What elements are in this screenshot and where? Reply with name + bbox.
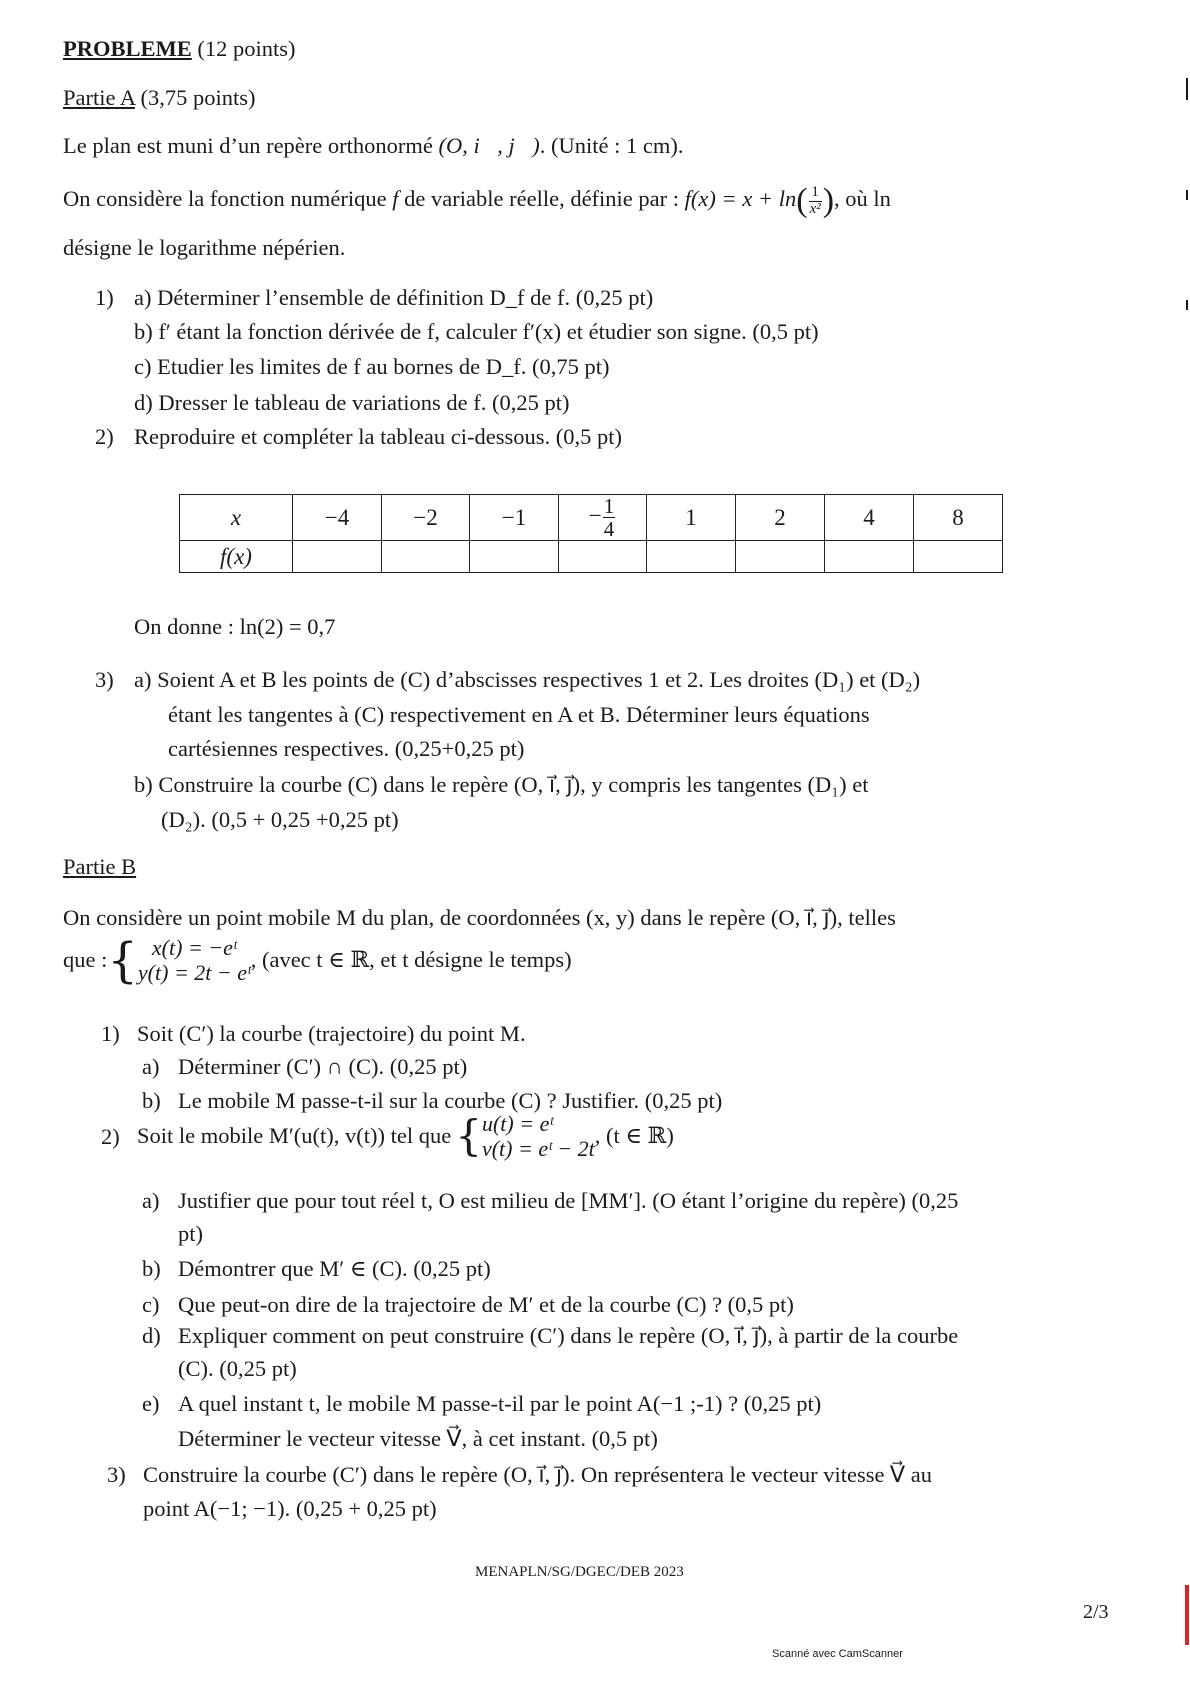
values-table (179, 494, 1003, 573)
question-3a-line1: a) Soient A et B les points de (C) d’abscisses respectives 1 et 2. Les droites (D₁) et (D₂) (134, 667, 921, 692)
b-question-1b-letter: b) (142, 1088, 161, 1113)
part-a-line2: On considère la fonction numérique f de variable réelle, définie par : f(x) = x + ln( $\frac{1}{\text{x²}}$ ), où ln (63, 182, 891, 219)
problem-points: (12 points) (197, 36, 296, 61)
b-question-2-number: 2) (101, 1124, 120, 1149)
question-3b-line1: b) Construire la courbe (C) dans le repère (O, i⃗, j⃗), y compris les tangentes (D₁) et (134, 772, 869, 797)
system-brace: { (107, 932, 138, 989)
part-b-system (63, 932, 572, 989)
b-question-3-number: 3) (107, 1462, 126, 1487)
part-a-points: (3,75 points) (140, 85, 256, 110)
equation-y: y(t) = 2t − eᵗ (137, 960, 251, 986)
question-1c: c) Etudier les limites de f au bornes de D_f. (0,75 pt) (134, 354, 610, 379)
part-a-line3: désigne le logarithme népérien. (63, 235, 346, 260)
system-tail: , (avec t ∈ ℝ, et t désigne le temps) (250, 947, 572, 973)
part-b-title: Partie B (63, 854, 137, 879)
system-brace: { (455, 1111, 482, 1161)
system-equations (138, 935, 251, 986)
question-1d: d) Dresser le tableau de variations de f. (0,25 pt) (134, 390, 570, 415)
table-cell-empty (470, 541, 559, 573)
b-question-2-line (137, 1111, 674, 1162)
table-cell: −2 (382, 495, 470, 541)
que-label: que : (63, 947, 108, 973)
question-3a-line2: étant les tangentes à (C) respectivement en A et B. Déterminer leurs équations (168, 702, 870, 727)
question-3-number: 3) (95, 667, 114, 692)
b-question-2d-line2: (C). (0,25 pt) (178, 1356, 297, 1381)
table-cell-empty (736, 541, 825, 573)
given-value: On donne : ln(2) = 0,7 (134, 614, 336, 639)
line2-text: On considère la fonction numérique (63, 186, 393, 212)
part-a-heading (63, 83, 256, 113)
b-question-2b-text: Démontrer que M′ ∈ (C). (0,25 pt) (178, 1256, 491, 1281)
b-question-2a-letter: a) (142, 1188, 160, 1213)
table-cell: 2 (736, 495, 825, 541)
b-question-2c-text: Que peut-on dire de la trajectoire de M′ et de la courbe (C) ? (0,5 pt) (178, 1292, 794, 1317)
equation-v: v(t) = eᵗ − 2t (481, 1136, 595, 1162)
scanner-watermark: Scanné avec CamScanner (772, 1648, 903, 1660)
table-row (180, 495, 1003, 541)
question-2-number: 2) (95, 424, 114, 449)
quarter-num: 1 (603, 494, 615, 518)
footer-code: MENAPLN/SG/DGEC/DEB 2023 (475, 1564, 684, 1580)
table-cell: 1 (647, 495, 736, 541)
b-question-1-number: 1) (101, 1021, 120, 1046)
table-cell: −1 (470, 495, 559, 541)
neg-sign: − (588, 502, 602, 528)
b-question-2b-letter: b) (142, 1256, 161, 1281)
b-question-1-text: Soit (C′) la courbe (trajectoire) du point M. (137, 1021, 526, 1046)
problem-heading (63, 34, 296, 64)
line2-mid: de variable réelle, définie par : (398, 186, 685, 212)
mobile-system (482, 1111, 595, 1162)
equation-x: x(t) = −eᵗ (151, 935, 237, 960)
b-question-2d-letter: d) (142, 1323, 161, 1348)
equation-u: u(t) = eᵗ (481, 1111, 554, 1136)
part-a-line1 (63, 131, 683, 161)
question-3a-line3: cartésiennes respectives. (0,25+0,25 pt) (168, 736, 525, 761)
f-symbol: f (392, 186, 399, 212)
table-cell-empty (647, 541, 736, 573)
scan-edge-mark (1186, 300, 1188, 310)
line1-text: Le plan est muni d’un repère orthonormé (63, 133, 439, 158)
question-3b-line2: (D₂). (0,5 + 0,25 +0,25 pt) (161, 807, 399, 832)
problem-title: PROBLEME (63, 36, 192, 61)
table-cell: 8 (914, 495, 1003, 541)
b-question-1a-letter: a) (142, 1054, 160, 1079)
b-question-2e-line1: A quel instant t, le mobile M passe-t-il par le point A(−1 ;-1) ? (0,25 pt) (178, 1391, 822, 1416)
table-cell: 4 (825, 495, 914, 541)
line2-tail: , où ln (834, 186, 891, 212)
fraction-denominator: x² (809, 200, 821, 217)
question-2-text: Reproduire et compléter la tableau ci-dessous. (0,5 pt) (134, 424, 622, 449)
b-question-2a-line2: pt) (178, 1221, 203, 1246)
b-question-2c-letter: c) (142, 1292, 160, 1317)
fraction-numerator: 1 (809, 185, 822, 202)
b-question-2-text: Soit le mobile M′(u(t), v(t)) tel que (137, 1123, 452, 1149)
page-number: 2/3 (1083, 1601, 1109, 1623)
fraction (809, 185, 822, 218)
table-cell-empty (825, 541, 914, 573)
question-1a: a) Déterminer l’ensemble de définition D_f de f. (0,25 pt) (134, 285, 654, 310)
table-cell-empty (559, 541, 647, 573)
table-cell-fx: f(x) (180, 541, 293, 573)
line1-tail: . (Unité : 1 cm). (539, 133, 684, 158)
function-definition: f(x) = x + ln (684, 186, 797, 212)
table-cell-empty (382, 541, 470, 573)
b-question-3-line1: Construire la courbe (C′) dans le repère (O, i⃗, j⃗). On représentera le vecteur vitesse V⃗ au (143, 1462, 932, 1487)
question-1-number: 1) (95, 285, 114, 310)
b-question-3-line2: point A(−1; −1). (0,25 + 0,25 pt) (143, 1496, 437, 1521)
b-question-2e-letter: e) (142, 1391, 160, 1416)
repere-text: (O, i⃗, j⃗) (438, 133, 540, 158)
quarter-fraction (603, 495, 616, 540)
table-row (180, 541, 1003, 573)
b-question-2a-line1: Justifier que pour tout réel t, O est milieu de [MM′]. (O étant l’origine du repère) (0,25 (178, 1188, 959, 1213)
scan-edge-mark (1186, 78, 1188, 100)
table-cell: −4 (293, 495, 382, 541)
quarter-den: 4 (603, 517, 615, 542)
b-question-1b-text: Le mobile M passe-t-il sur la courbe (C) ? Justifier. (0,25 pt) (178, 1088, 723, 1113)
b-question-2-tail: , (t ∈ ℝ) (594, 1123, 674, 1149)
part-a-title: Partie A (63, 85, 135, 110)
red-scan-edge (1185, 1585, 1189, 1645)
part-b-intro: On considère un point mobile M du plan, de coordonnées (x, y) dans le repère (O, i⃗, j⃗), telles (63, 905, 896, 930)
b-question-1a-text: Déterminer (C′) ∩ (C). (0,25 pt) (178, 1054, 468, 1079)
table-cell-empty (914, 541, 1003, 573)
question-1b: b) f′ étant la fonction dérivée de f, calculer f′(x) et étudier son signe. (0,5 pt) (134, 319, 819, 344)
table-cell-empty (293, 541, 382, 573)
table-cell-neg-quarter (559, 495, 647, 541)
b-question-2d-line1: Expliquer comment on peut construire (C′) dans le repère (O, i⃗, j⃗), à partir de la courbe (178, 1323, 959, 1348)
table-cell-x: x (180, 495, 293, 541)
b-question-2e-line2: Déterminer le vecteur vitesse V⃗, à cet instant. (0,5 pt) (178, 1426, 658, 1451)
scan-edge-mark (1186, 190, 1188, 200)
